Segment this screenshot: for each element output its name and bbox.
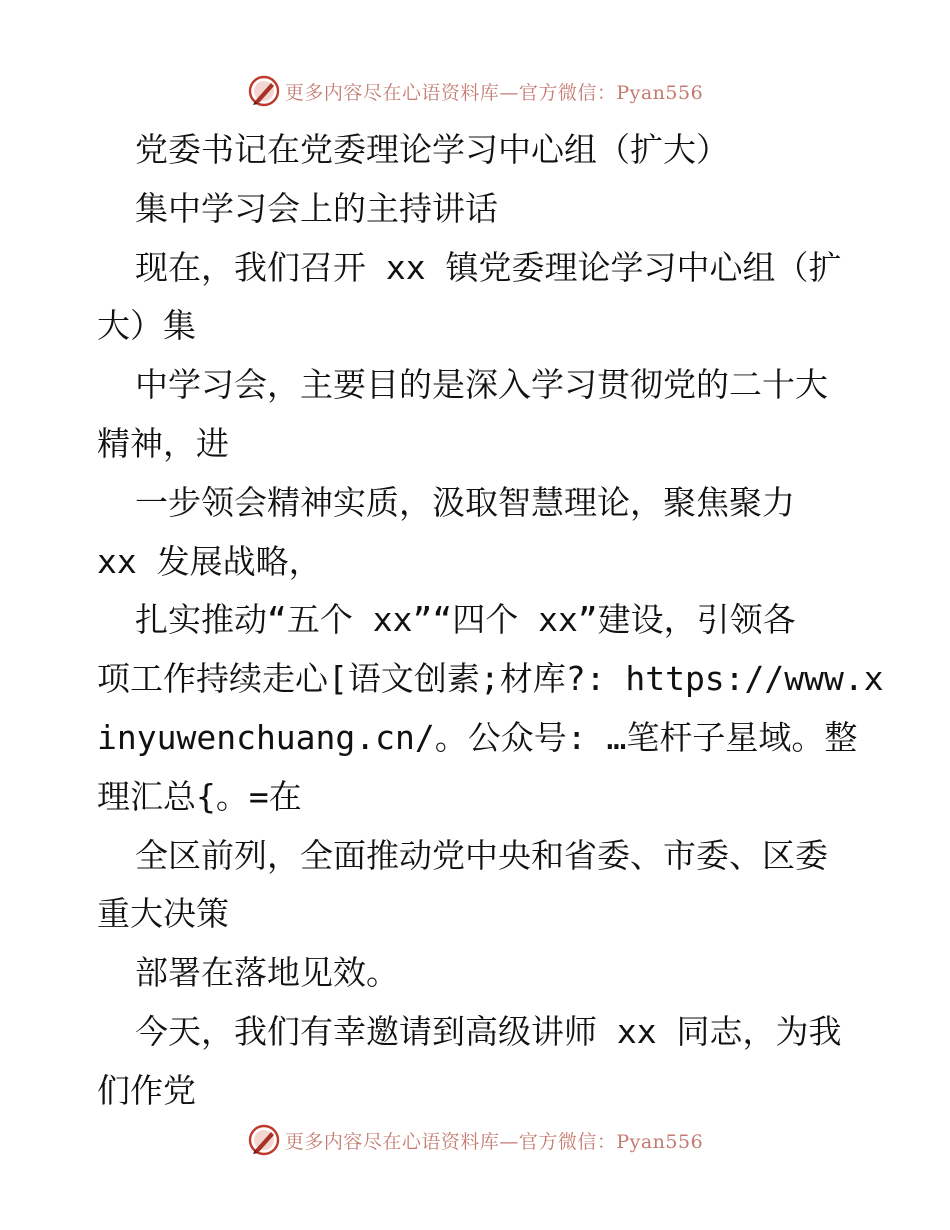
- pen-seal-logo-icon: [247, 74, 281, 108]
- watermark-text: 更多内容尽在心语资料库—官方微信：Pyan556: [284, 1130, 704, 1153]
- text-line: 扎实推动“五个 xx”“四个 xx”建设，引领各: [135, 600, 796, 640]
- watermark-text: 更多内容尽在心语资料库—官方微信：Pyan556: [284, 81, 704, 104]
- text-line: 部署在落地见效。: [135, 953, 399, 993]
- text-line: 大）集: [97, 306, 196, 346]
- text-line: 党委书记在党委理论学习中心组（扩大）: [135, 130, 729, 169]
- text-line: inyuwenchuang.cn/。公众号: …笔杆子星域。整: [97, 717, 858, 757]
- text-line: 今天，我们有幸邀请到高级讲师 xx 同志，为我: [135, 1011, 842, 1051]
- text-line: xx 发展战略，: [97, 541, 322, 581]
- text-line: 中学习会，主要目的是深入学习贯彻党的二十大: [135, 365, 828, 405]
- text-line: 全区前列，全面推动党中央和省委、市委、区委: [135, 835, 828, 875]
- text-line: 项工作持续走心[语文创素;材库?: https://www.x: [97, 659, 884, 699]
- text-line: 现在，我们召开 xx 镇党委理论学习中心组（扩: [135, 247, 842, 287]
- pen-seal-logo-icon: [247, 1123, 281, 1157]
- text-line: 集中学习会上的主持讲话: [135, 188, 498, 228]
- watermark-footer: [0, 1120, 950, 1160]
- text-line: 重大决策: [97, 894, 229, 934]
- text-line: 精神，进: [97, 423, 229, 463]
- watermark-header: [0, 71, 950, 111]
- text-line: 理汇总{。=在: [97, 776, 302, 816]
- text-line: 们作党: [97, 1070, 196, 1110]
- document-body: [97, 121, 884, 1121]
- text-line: 一步领会精神实质，汲取智慧理论，聚焦聚力: [135, 482, 795, 522]
